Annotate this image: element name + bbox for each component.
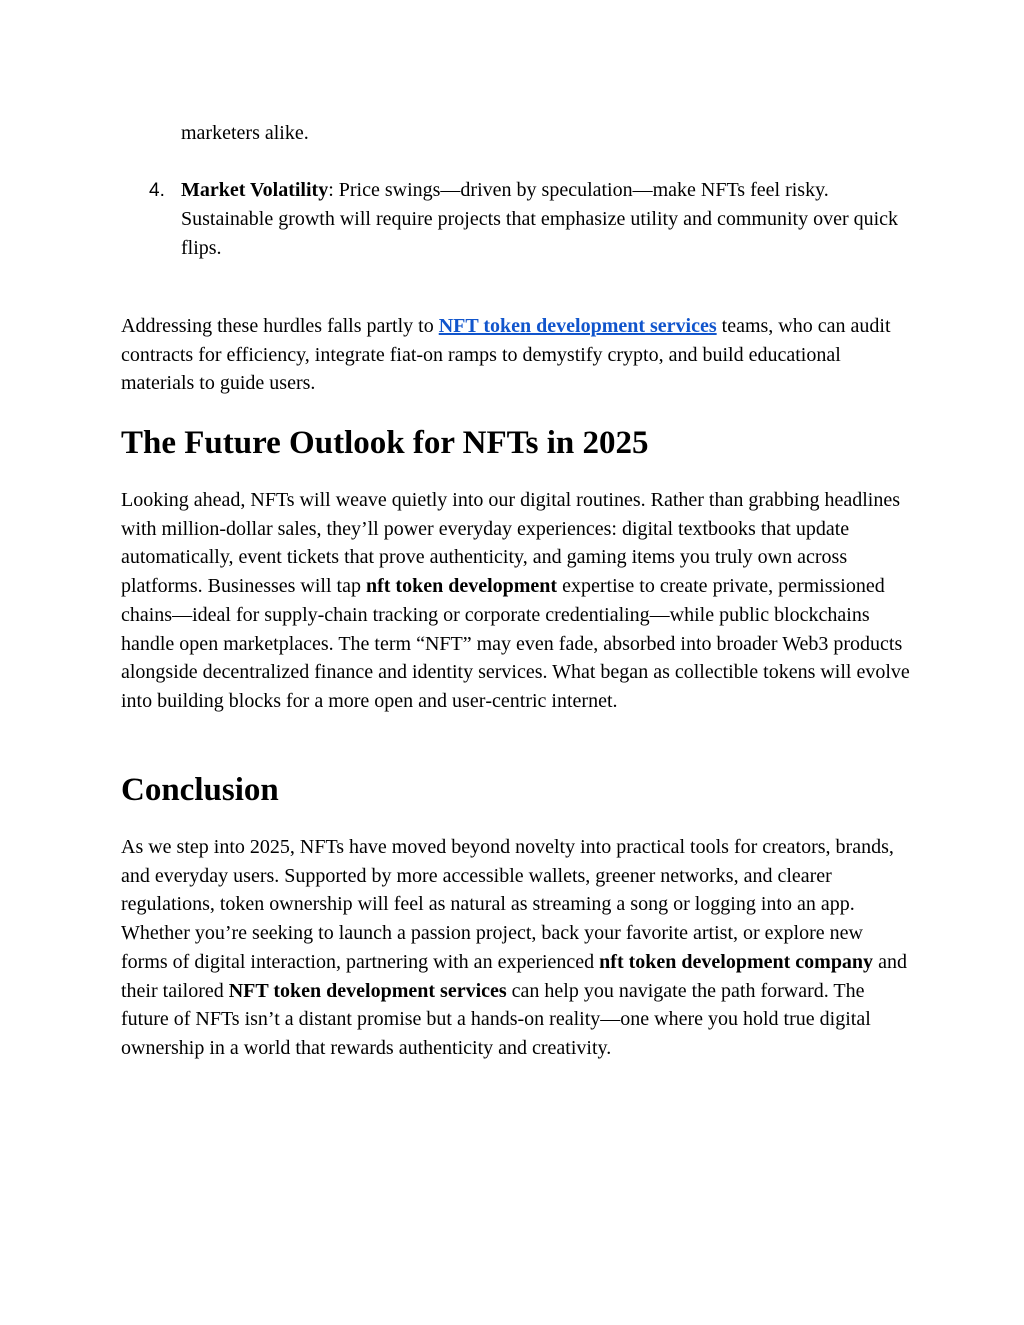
- paragraph-conclusion-part3: can help you navigate the path forward. The future of NFTs isn’t a distant promise but a hands‐on reality—one where you hold true digital ownership in a world that rewards authenticity and creativity.: [121, 979, 871, 1059]
- paragraph-hurdles-rest: teams, who can audit contracts for efficiency, integrate fiat‐on ramps to demystify crypto, and build educational materials to guide users.: [121, 315, 891, 395]
- bold-nft-token-development-company: nft token development company: [599, 950, 874, 973]
- paragraph-hurdles: [121, 312, 911, 398]
- nft-token-development-services-link[interactable]: NFT token development services: [438, 315, 717, 337]
- heading-conclusion: Conclusion: [121, 772, 279, 808]
- paragraph-future-part2: expertise to create private, permissioned chains—ideal for supply‐chain tracking or corporate credentialing—while public blockchains handle open marketplaces. The term “NFT” may even fade, absorbed into broader Web3 products alongside decentralized finance and identity services. What began as collectible tokens will evolve into building blocks for a more open and user‐centric internet.: [121, 575, 910, 712]
- paragraph-future-part1: Looking ahead, NFTs will weave quietly into our digital routines. Rather than grabbing headlines with million‐dollar sales, they’ll power everyday experiences: digital textbooks that update automatically, event tickets that prove authenticity, and gaming items you truly own across platforms. Businesses will tap: [121, 489, 900, 598]
- list-continuation-text: marketers alike.: [181, 122, 309, 144]
- paragraph-hurdles-intro: Addressing these hurdles falls partly to: [121, 315, 439, 337]
- list-item-text: : Price swings—driven by speculation—make NFTs feel risky. Sustainable growth will require projects that emphasize utility and community over quick flips.: [181, 179, 899, 259]
- paragraph-conclusion-part2: and their tailored: [121, 950, 907, 1002]
- list-item-body: [181, 176, 906, 263]
- paragraph-conclusion: [121, 833, 911, 1063]
- list-item-term: Market Volatility: [181, 179, 329, 201]
- heading-future-outlook: The Future Outlook for NFTs in 2025: [121, 425, 649, 461]
- bold-nft-token-development-services: NFT token development services: [228, 979, 507, 1002]
- bold-nft-token-development: nft token development: [365, 575, 558, 598]
- paragraph-conclusion-part1: As we step into 2025, NFTs have moved beyond novelty into practical tools for creators, brands, and everyday users. Supported by more accessible wallets, greener networks, and clearer regulations, token ownership will feel as natural as streaming a song or logging into an app. Whether you’re seeking to launch a passion project, back your favorite artist, or explore new forms of digital interaction, partnering with an experienced: [121, 836, 894, 973]
- paragraph-future-outlook: [121, 486, 911, 716]
- list-number: 4.: [149, 180, 165, 201]
